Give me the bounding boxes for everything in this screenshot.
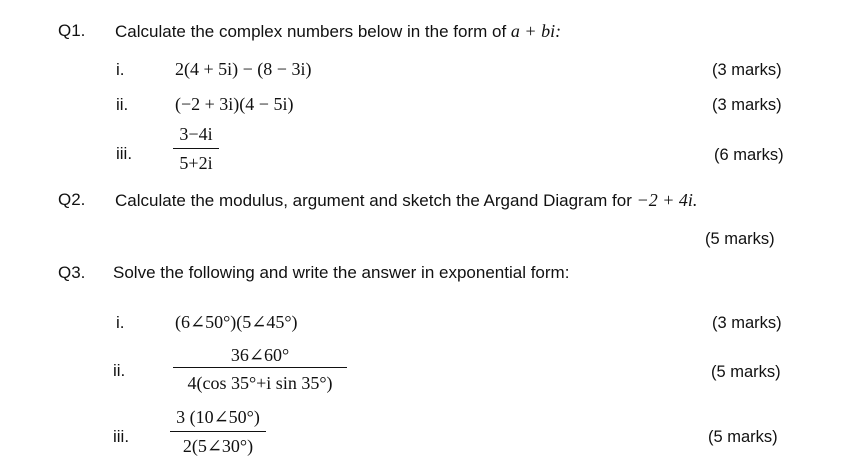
- q3-prompt: Solve the following and write the answer in exponential form:: [113, 263, 570, 282]
- q3-number: Q3.: [58, 263, 86, 282]
- q3-part-i-label: i.: [116, 313, 125, 332]
- q3-part-iii-marks: (5 marks): [708, 428, 778, 446]
- q3-part-ii-marks: (5 marks): [711, 363, 781, 381]
- q3-part-iii-label: iii.: [113, 427, 130, 446]
- q2-number: Q2.: [58, 190, 86, 209]
- q3-part-iii-denominator: 2(5∠30°): [182, 436, 254, 456]
- q1-part-i-marks: (3 marks): [712, 61, 782, 79]
- fraction-bar: [173, 148, 219, 149]
- q3-part-i-marks: (3 marks): [712, 314, 782, 332]
- q2-prompt: [115, 191, 697, 209]
- q1-part-iii-numerator: 3−4i: [179, 124, 213, 144]
- q3-part-iii-fraction: [170, 408, 266, 456]
- q1-part-ii-marks: (3 marks): [712, 96, 782, 114]
- q1-part-ii-label: ii.: [116, 95, 129, 114]
- q1-prompt: [115, 22, 561, 40]
- q3-part-iii-numerator: 3 (10∠50°): [176, 407, 260, 427]
- q2-marks: (5 marks): [705, 230, 775, 248]
- q1-part-i-label: i.: [116, 60, 125, 79]
- q1-part-i-expression: 2(4 + 5i) − (8 − 3i): [175, 59, 312, 79]
- q3-part-ii-numerator: 36∠60°: [230, 345, 290, 365]
- q1-part-iii-label: iii.: [116, 144, 133, 163]
- fraction-bar: [170, 431, 266, 432]
- q1-part-iii-fraction: [173, 125, 219, 173]
- q3-part-i-expression: (6∠50°)(5∠45°): [175, 312, 298, 332]
- q1-prompt-math: a + bi:: [510, 21, 562, 41]
- q2-prompt-math: −2 + 4i.: [636, 190, 698, 210]
- q3-part-ii-fraction: [173, 346, 347, 392]
- q3-part-ii-denominator: 4(cos 35°+i sin 35°): [187, 373, 333, 393]
- q2-prompt-text: Calculate the modulus, argument and sketch the Argand Diagram for: [115, 191, 637, 210]
- q1-part-iii-denominator: 5+2i: [179, 153, 213, 173]
- fraction-bar: [173, 367, 347, 368]
- q1-part-iii-marks: (6 marks): [714, 146, 784, 164]
- q3-part-ii-label: ii.: [113, 361, 126, 380]
- q1-part-ii-expression: (−2 + 3i)(4 − 5i): [175, 94, 294, 114]
- q1-number: Q1.: [58, 21, 86, 40]
- q1-prompt-text: Calculate the complex numbers below in the form of: [115, 22, 511, 41]
